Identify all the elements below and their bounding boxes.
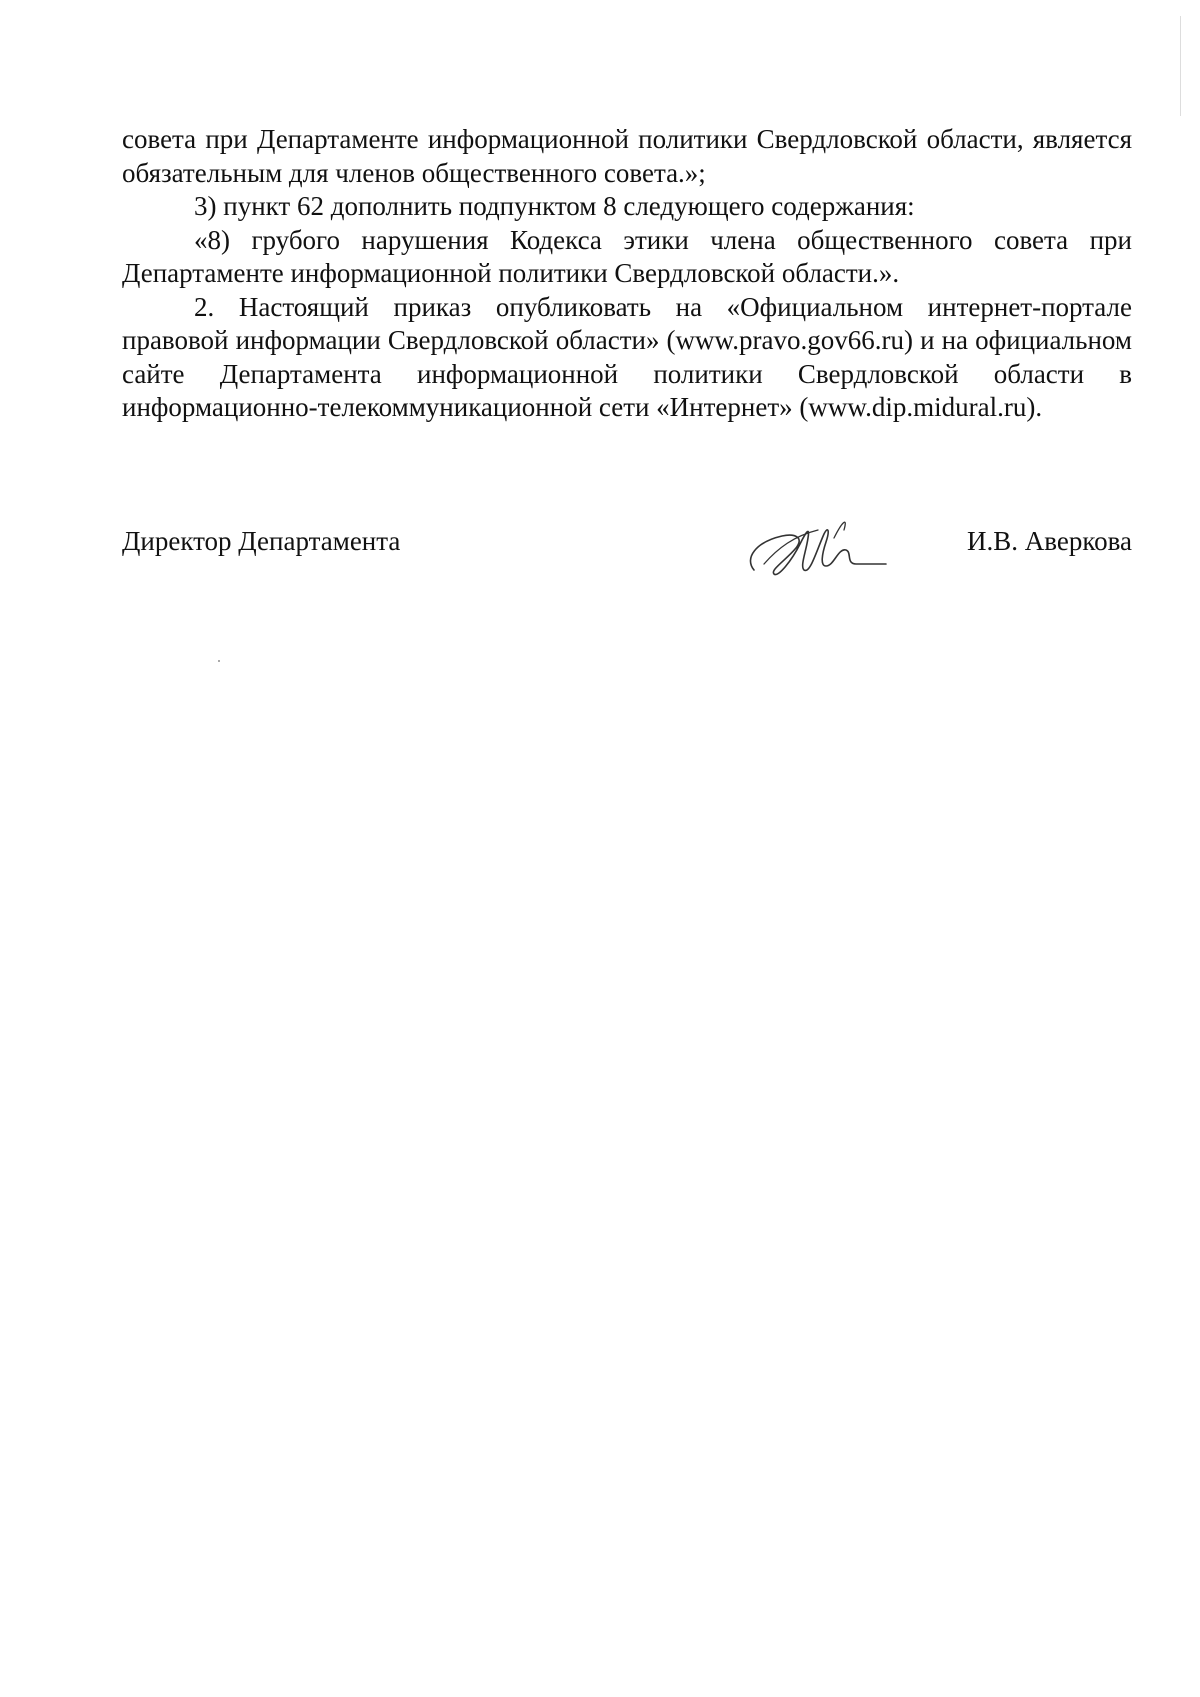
paragraph-council-code-obligation: совета при Департаменте информационной политики Свердловской области, является обязательным для членов общественного совета.»; — [122, 124, 1132, 188]
signatory-name: И.В. Аверкова — [967, 526, 1132, 556]
paragraph-item-62-amendment: 3) пункт 62 дополнить подпунктом 8 следующего содержания: — [194, 191, 915, 221]
handwritten-signature — [734, 508, 894, 588]
scan-edge-mark — [1180, 16, 1181, 116]
document-body — [122, 123, 1132, 425]
paragraph-publication-order: 2. Настоящий приказ опубликовать на «Официальном интернет-портале правовой информации Свердловской области» (www.pravo.gov66.ru) и на официальном сайте Департамента информационной политики Свердловской области в информационно-телекоммуникационной сети «Интернет» (www.dip.midural.ru). — [122, 291, 1132, 422]
scan-speck — [218, 660, 220, 662]
signature-block — [122, 510, 1132, 600]
paragraph-subitem-8: «8) грубого нарушения Кодекса этики члена общественного совета при Департаменте информационной политики Свердловской области.». — [122, 224, 1132, 288]
signatory-position: Директор Департамента — [122, 526, 401, 556]
